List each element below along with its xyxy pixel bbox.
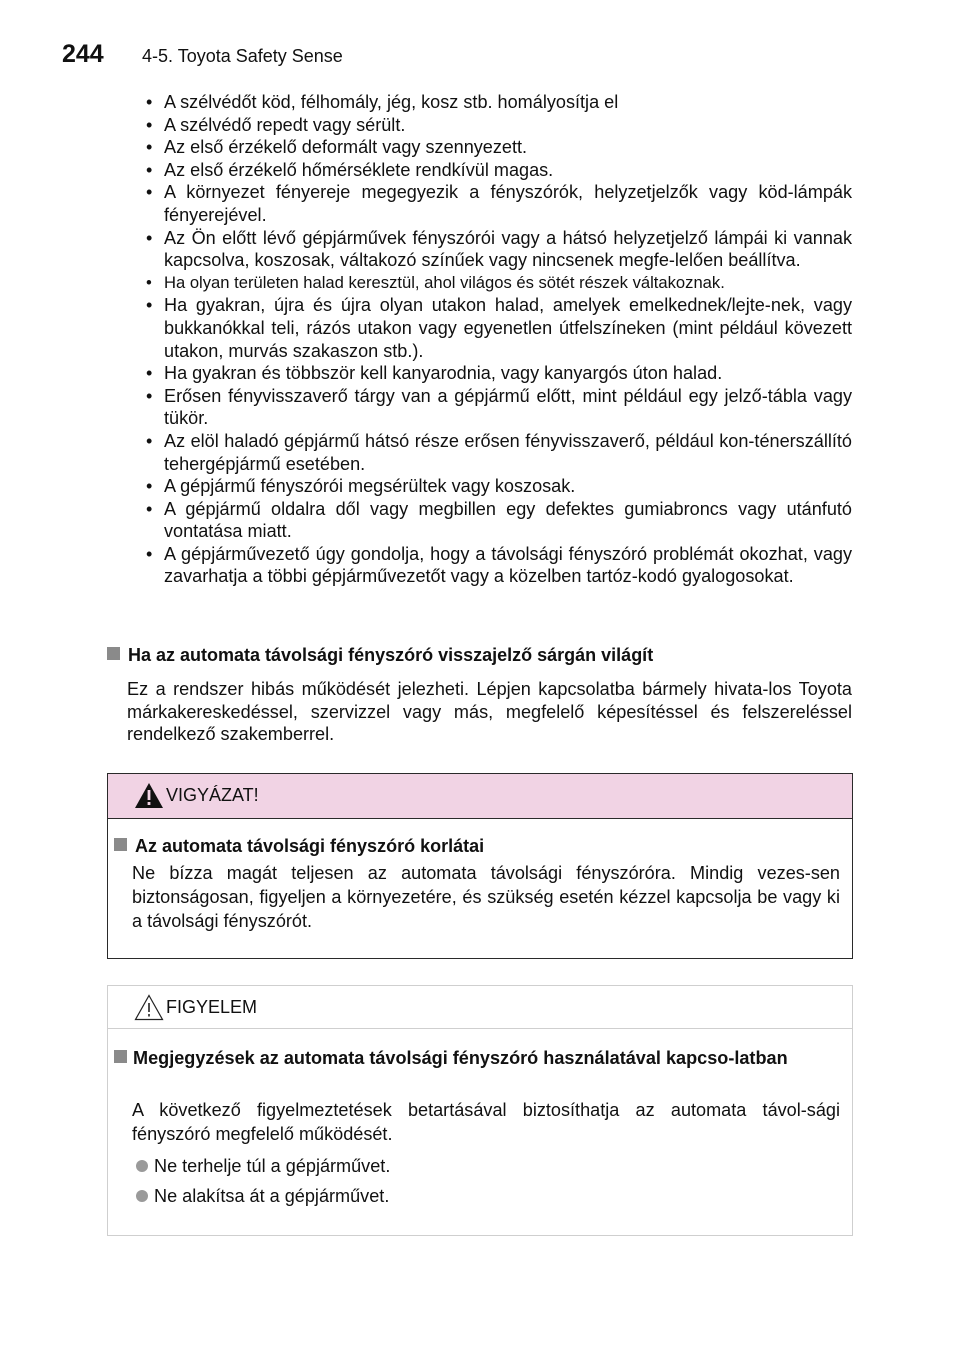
list-item: • Ha gyakran és többször kell kanyarodnia, vagy kanyargós úton halad. <box>146 362 852 385</box>
list-item: • A szélvédőt köd, félhomály, jég, kosz stb. homályosítja el <box>146 91 852 114</box>
section-title: 4-5. Toyota Safety Sense <box>142 46 343 66</box>
warning-triangle-icon <box>134 782 164 809</box>
amber-indicator-heading <box>107 645 653 666</box>
amber-indicator-text: Ez a rendszer hibás működését jelezheti. Lépjen kapcsolatba bármely hivata-los Toyota márkakereskedéssel, szervizzel vagy más, megfelelő képesítéssel és felszereléssel rendelkező szakemberrel. <box>127 679 852 745</box>
caution-text: Ne bízza magát teljesen az automata távolsági fényszóróra. Mindig vezes-sen biztonságosan, figyeljen a környezetére, és szükség esetén kézzel kapcsolja be vagy ki a távolsági fényszórót. <box>132 863 840 931</box>
page-number: 244 <box>62 40 104 68</box>
notice-subtitle: Megjegyzések az automata távolsági fényszóró használatával kapcso-latban <box>133 1048 788 1068</box>
notice-subheading <box>114 1046 840 1070</box>
caution-box <box>107 773 853 959</box>
list-item: • Ha gyakran, újra és újra olyan utakon halad, amelyek emelkednek/lejte-nek, vagy bukkanókkal teli, rázós utakon vagy egyenetlen útfelszíneken (mint például kövezett utakon, murvás szakaszon stb.). <box>146 294 852 362</box>
notice-label: FIGYELEM <box>166 997 258 1017</box>
caution-subtitle: Az automata távolsági fényszóró korlátai <box>135 836 485 856</box>
amber-indicator-title: Ha az automata távolsági fényszóró visszajelző sárgán világít <box>128 645 654 665</box>
list-item: • Az elöl haladó gépjármű hátsó része erősen fényvisszaverő, például kon-ténerszállító tehergépjármű esetében. <box>146 430 852 475</box>
circle-bullet-icon <box>136 1190 148 1202</box>
notice-text: A következő figyelmeztetések betartásával biztosíthatja az automata távol-sági fényszóró megfelelő működését. <box>132 1100 840 1144</box>
square-marker-icon <box>114 838 127 851</box>
list-item: • A gépjármű fényszórói megsérültek vagy koszosak. <box>146 475 852 498</box>
condition-list <box>146 91 852 588</box>
caution-label: VIGYÁZAT! <box>166 785 259 805</box>
list-item: • Az első érzékelő deformált vagy szennyezett. <box>146 136 852 159</box>
square-marker-icon <box>114 1050 127 1063</box>
circle-bullet-icon <box>136 1160 148 1172</box>
list-item: • Az első érzékelő hőmérséklete rendkívül magas. <box>146 159 852 182</box>
list-item: • A környezet fényereje megegyezik a fényszórók, helyzetjelzők vagy köd-lámpák fényerejével. <box>146 181 852 226</box>
list-item: • A gépjárművezető úgy gondolja, hogy a távolsági fényszóró problémát okozhat, vagy zavarhatja a többi gépjárművezetőt vagy a közelben tartóz-kodó gyalogosokat. <box>146 543 852 588</box>
notice-triangle-icon <box>134 994 164 1021</box>
notice-box <box>107 985 853 1236</box>
caution-subheading <box>114 836 484 857</box>
notice-header <box>108 986 852 1029</box>
notice-point: Ne alakítsa át a gépjárművet. <box>136 1186 389 1207</box>
caution-header <box>108 774 852 819</box>
square-marker-icon <box>107 647 120 660</box>
notice-point: Ne terhelje túl a gépjárművet. <box>136 1156 390 1177</box>
list-item: • A szélvédő repedt vagy sérült. <box>146 114 852 137</box>
list-item: • Erősen fényvisszaverő tárgy van a gépjármű előtt, mint például egy jelző-tábla vagy tükör. <box>146 385 852 430</box>
list-item: • Az Ön előtt lévő gépjárművek fényszórói vagy a hátsó helyzetjelző lámpái ki vannak kapcsolva, koszosak, váltakozó színűek vagy nincsenek megfe-lelően beállítva. <box>146 227 852 272</box>
list-item: • A gépjármű oldalra dől vagy megbillen egy defektes gumiabroncs vagy utánfutó vontatása miatt. <box>146 498 852 543</box>
list-item: • Ha olyan területen halad keresztül, ahol világos és sötét részek váltakoznak. <box>146 272 852 295</box>
